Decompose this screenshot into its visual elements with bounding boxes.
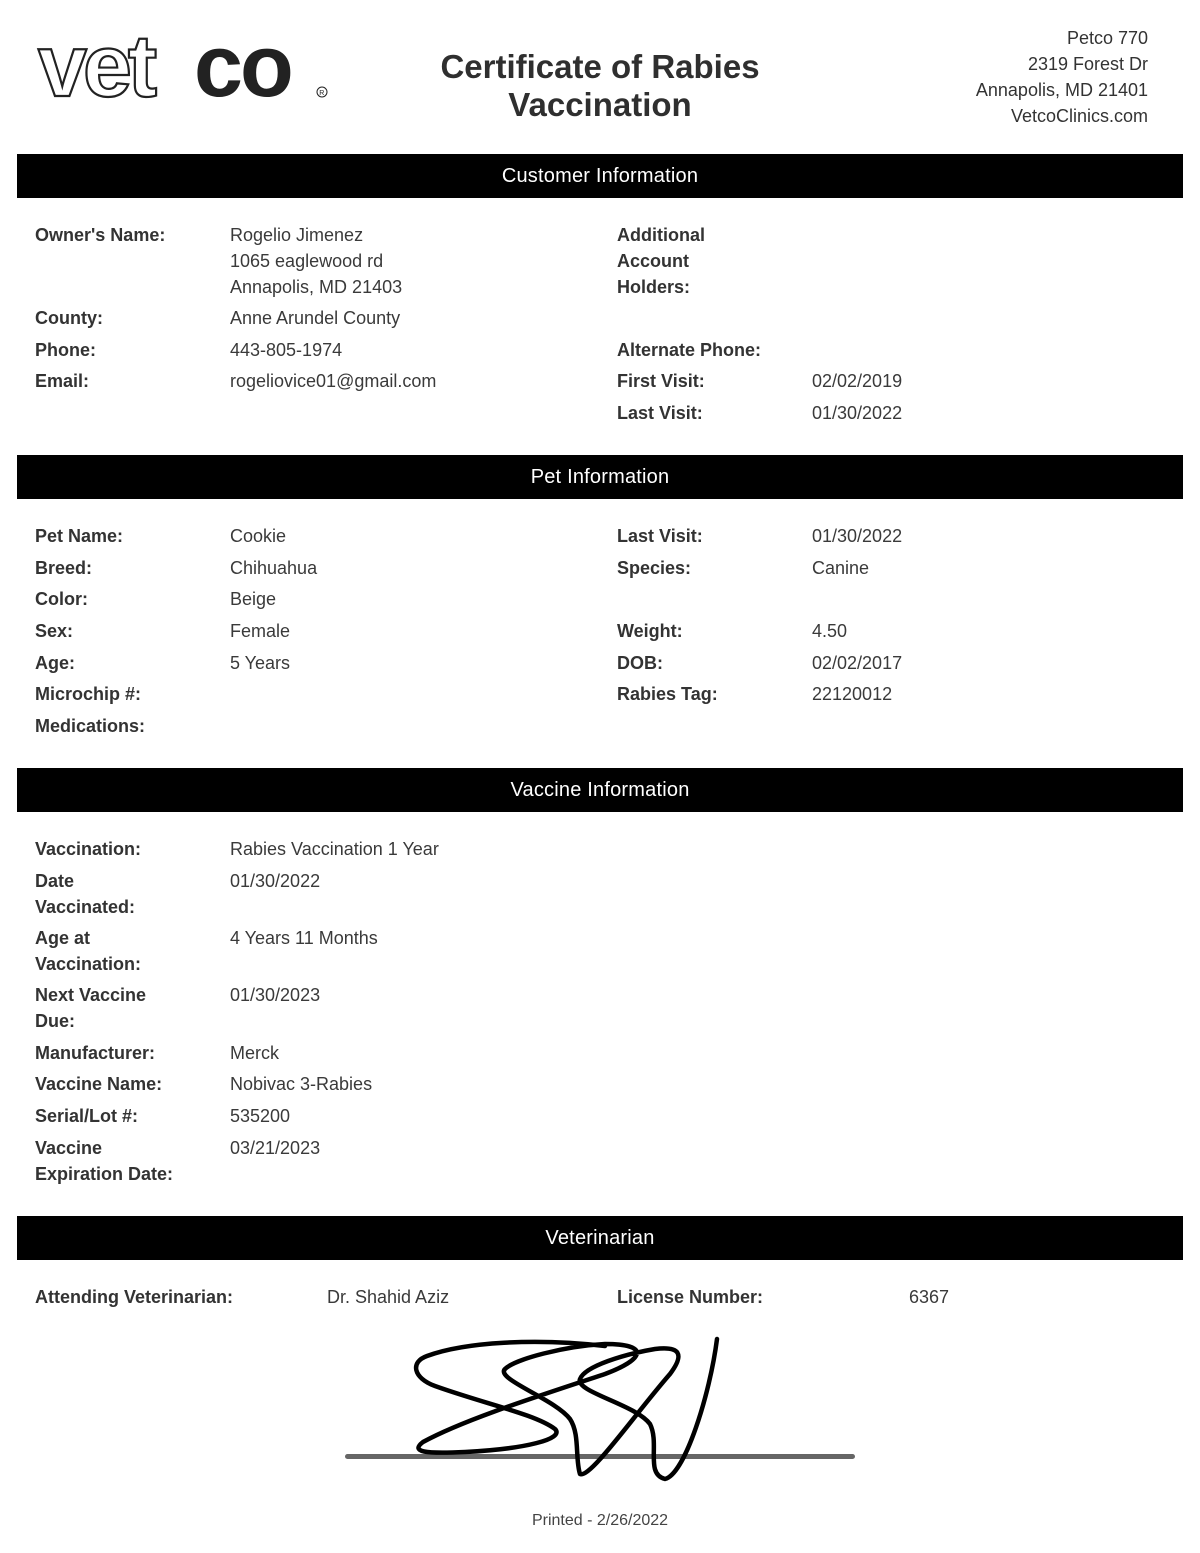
pet-name-value: Cookie bbox=[230, 526, 287, 546]
vaccination-label: Vaccination: bbox=[35, 839, 142, 859]
veterinarian-signature bbox=[405, 1334, 735, 1484]
weight-label: Weight: bbox=[617, 621, 683, 641]
section-header-vaccine: Vaccine Information bbox=[17, 768, 1183, 812]
vaccine-expiration-label-1: Vaccine bbox=[35, 1138, 103, 1158]
license-number-label: License Number: bbox=[617, 1287, 764, 1307]
license-number-value: 6367 bbox=[909, 1287, 950, 1307]
clinic-street: 2319 Forest Dr bbox=[1027, 54, 1148, 74]
additional-holders-label-2: Account bbox=[617, 251, 689, 271]
serial-lot-value: 535200 bbox=[230, 1106, 291, 1126]
color-label: Color: bbox=[35, 589, 88, 609]
breed-value: Chihuahua bbox=[230, 558, 318, 578]
vaccination-value: Rabies Vaccination 1 Year bbox=[230, 839, 439, 859]
owner-name: Rogelio Jimenez bbox=[230, 225, 364, 245]
breed-label: Breed: bbox=[35, 558, 93, 578]
phone-label: Phone: bbox=[35, 340, 96, 360]
vaccine-name-label: Vaccine Name: bbox=[35, 1074, 163, 1094]
printed-date: Printed - 2/26/2022 bbox=[531, 1512, 669, 1529]
pet-last-visit-value: 01/30/2022 bbox=[812, 526, 903, 546]
manufacturer-value: Merck bbox=[230, 1043, 279, 1063]
age-label: Age: bbox=[35, 653, 75, 673]
county-value: Anne Arundel County bbox=[230, 308, 401, 328]
age-at-vaccination-label-1: Age at bbox=[35, 928, 91, 948]
rabies-tag-label: Rabies Tag: bbox=[617, 684, 718, 704]
next-vaccine-due-label-1: Next Vaccine bbox=[35, 985, 147, 1005]
clinic-name: Petco 770 bbox=[1066, 28, 1148, 48]
species-label: Species: bbox=[617, 558, 692, 578]
certificate-title bbox=[400, 48, 800, 124]
alternate-phone-label: Alternate Phone: bbox=[617, 340, 762, 360]
attending-veterinarian-value: Dr. Shahid Aziz bbox=[327, 1287, 450, 1307]
manufacturer-label: Manufacturer: bbox=[35, 1043, 156, 1063]
attending-veterinarian-label: Attending Veterinarian: bbox=[35, 1287, 234, 1307]
vaccine-expiration-label-2: Expiration Date: bbox=[35, 1164, 174, 1184]
additional-holders-label-1: Additional bbox=[617, 225, 705, 245]
customer-last-visit-value: 01/30/2022 bbox=[812, 403, 903, 423]
phone-value: 443-805-1974 bbox=[230, 340, 343, 360]
dob-label: DOB: bbox=[617, 653, 663, 673]
svg-text:co: co bbox=[194, 20, 291, 110]
next-vaccine-due-value: 01/30/2023 bbox=[230, 985, 321, 1005]
first-visit-label: First Visit: bbox=[617, 371, 705, 391]
section-header-pet: Pet Information bbox=[17, 455, 1183, 499]
age-at-vaccination-label-2: Vaccination: bbox=[35, 954, 142, 974]
date-vaccinated-value: 01/30/2022 bbox=[230, 871, 321, 891]
clinic-address bbox=[976, 25, 1148, 129]
first-visit-value: 02/02/2019 bbox=[812, 371, 903, 391]
date-vaccinated-label-1: Date bbox=[35, 871, 75, 891]
age-at-vaccination-value: 4 Years 11 Months bbox=[230, 928, 378, 948]
vetco-logo bbox=[36, 20, 336, 110]
vaccine-expiration-value: 03/21/2023 bbox=[230, 1138, 321, 1158]
pet-last-visit-label: Last Visit: bbox=[617, 526, 703, 546]
species-value: Canine bbox=[812, 558, 870, 578]
date-vaccinated-label-2: Vaccinated: bbox=[35, 897, 136, 917]
clinic-website: VetcoClinics.com bbox=[1010, 106, 1148, 126]
svg-text:vet: vet bbox=[38, 20, 154, 110]
county-label: County: bbox=[35, 308, 103, 328]
weight-value: 4.50 bbox=[812, 621, 848, 641]
age-value: 5 Years bbox=[230, 653, 291, 673]
customer-last-visit-label: Last Visit: bbox=[617, 403, 703, 423]
medications-label: Medications: bbox=[35, 716, 146, 736]
microchip-label: Microchip #: bbox=[35, 684, 142, 704]
svg-text:R: R bbox=[319, 90, 325, 97]
title-line-2: Vaccination bbox=[508, 86, 692, 123]
owner-address-line2: Annapolis, MD 21403 bbox=[230, 277, 403, 297]
section-header-customer: Customer Information bbox=[17, 154, 1183, 198]
email-value: rogeliovice01@gmail.com bbox=[230, 371, 437, 391]
sex-label: Sex: bbox=[35, 621, 74, 641]
section-header-veterinarian: Veterinarian bbox=[17, 1216, 1183, 1260]
owner-address-line1: 1065 eaglewood rd bbox=[230, 251, 384, 271]
sex-value: Female bbox=[230, 621, 291, 641]
title-line-1: Certificate of Rabies bbox=[440, 48, 760, 85]
owner-name-label: Owner's Name: bbox=[35, 225, 166, 245]
color-value: Beige bbox=[230, 589, 277, 609]
clinic-city: Annapolis, MD 21401 bbox=[975, 80, 1148, 100]
pet-name-label: Pet Name: bbox=[35, 526, 124, 546]
serial-lot-label: Serial/Lot #: bbox=[35, 1106, 139, 1126]
document-header bbox=[0, 0, 1200, 150]
vaccine-name-value: Nobivac 3-Rabies bbox=[230, 1074, 373, 1094]
email-label: Email: bbox=[35, 371, 90, 391]
next-vaccine-due-label-2: Due: bbox=[35, 1011, 75, 1031]
rabies-tag-value: 22120012 bbox=[812, 684, 893, 704]
dob-value: 02/02/2017 bbox=[812, 653, 903, 673]
additional-holders-label-3: Holders: bbox=[617, 277, 691, 297]
